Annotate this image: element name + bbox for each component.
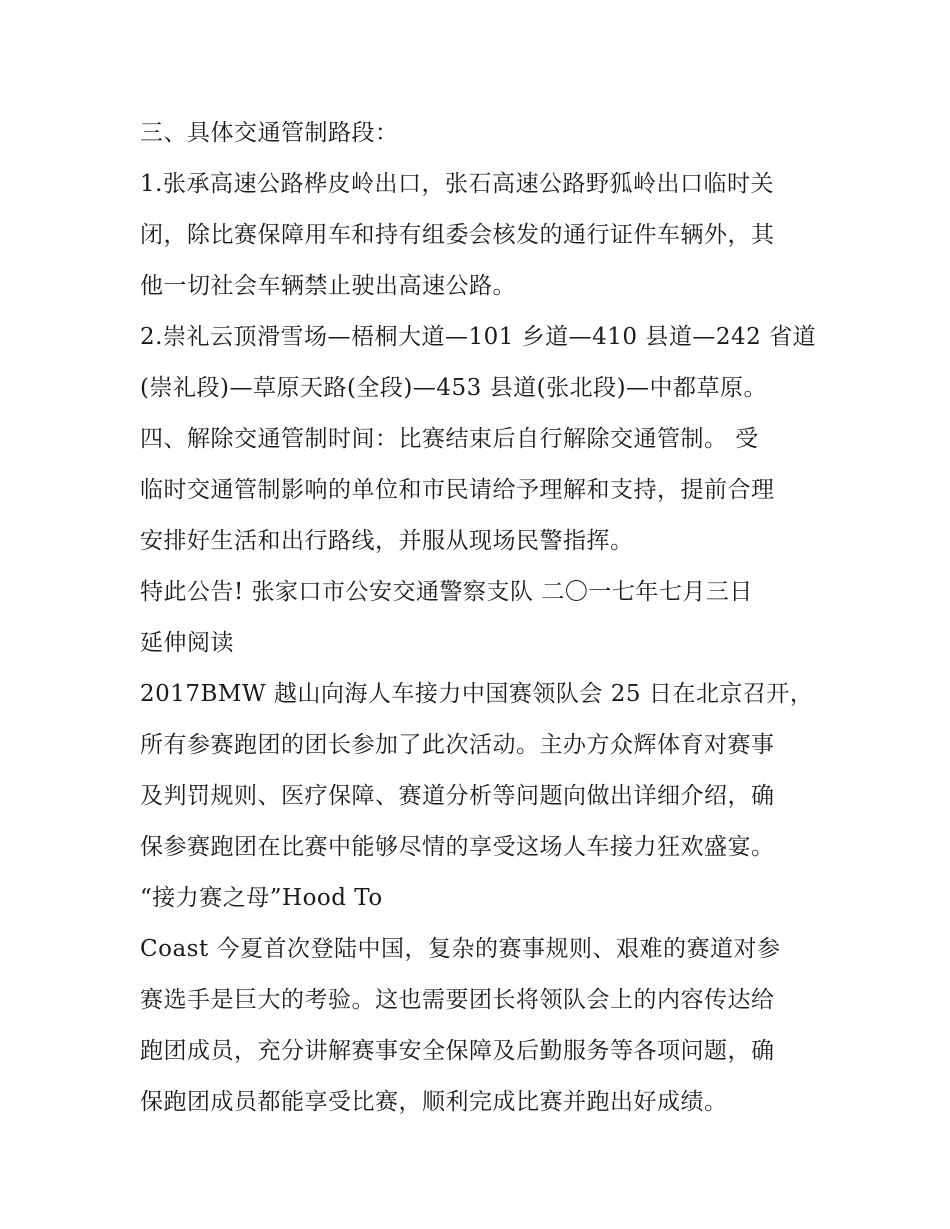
text-line: 临时交通管制影响的单位和市民请给予理解和支持，提前合理 — [140, 477, 775, 503]
text-line: 所有参赛跑团的团长参加了此次活动。主办方众辉体育对赛事 — [140, 732, 775, 758]
text-line: “接力赛之母”Hood To — [140, 885, 383, 911]
text-line: Coast 今夏首次登陆中国，复杂的赛事规则、艰难的赛道对参 — [140, 936, 781, 962]
text-line: 2017BMW 越山向海人车接力中国赛领队会 25 日在北京召开， — [140, 681, 814, 707]
text-line: 2.崇礼云顶滑雪场—梧桐大道—101 乡道—410 县道—242 省道 — [140, 324, 817, 350]
document-body — [140, 108, 820, 1128]
text-line: 安排好生活和出行路线，并服从现场民警指挥。 — [140, 528, 634, 554]
text-line: 及判罚规则、医疗保障、赛道分析等问题向做出详细介绍，确 — [140, 783, 775, 809]
text-line: 1.张承高速公路桦皮岭出口，张石高速公路野狐岭出口临时关 — [140, 171, 774, 197]
section-heading-traffic-roads: 三、具体交通管制路段： — [140, 120, 399, 146]
section-heading-lift-control: 四、解除交通管制时间：比赛结束后自行解除交通管制。 受 — [140, 426, 759, 452]
extended-reading-heading: 延伸阅读 — [140, 630, 234, 656]
text-line: 跑团成员，充分讲解赛事安全保障及后勤服务等各项问题，确 — [140, 1038, 775, 1064]
text-line: 保跑团成员都能享受比赛，顺利完成比赛并跑出好成绩。 — [140, 1089, 728, 1115]
announcement-signature: 特此公告! 张家口市公安交通警察支队 二〇一七年七月三日 — [140, 579, 753, 605]
text-line: 他一切社会车辆禁止驶出高速公路。 — [140, 273, 516, 299]
text-line: (崇礼段)—草原天路(全段)—453 县道(张北段)—中都草原。 — [140, 375, 768, 401]
text-line: 保参赛跑团在比赛中能够尽情的享受这场人车接力狂欢盛宴。 — [140, 834, 775, 860]
text-line: 赛选手是巨大的考验。这也需要团长将领队会上的内容传达给 — [140, 987, 775, 1013]
text-line: 闭，除比赛保障用车和持有组委会核发的通行证件车辆外，其 — [140, 222, 775, 248]
